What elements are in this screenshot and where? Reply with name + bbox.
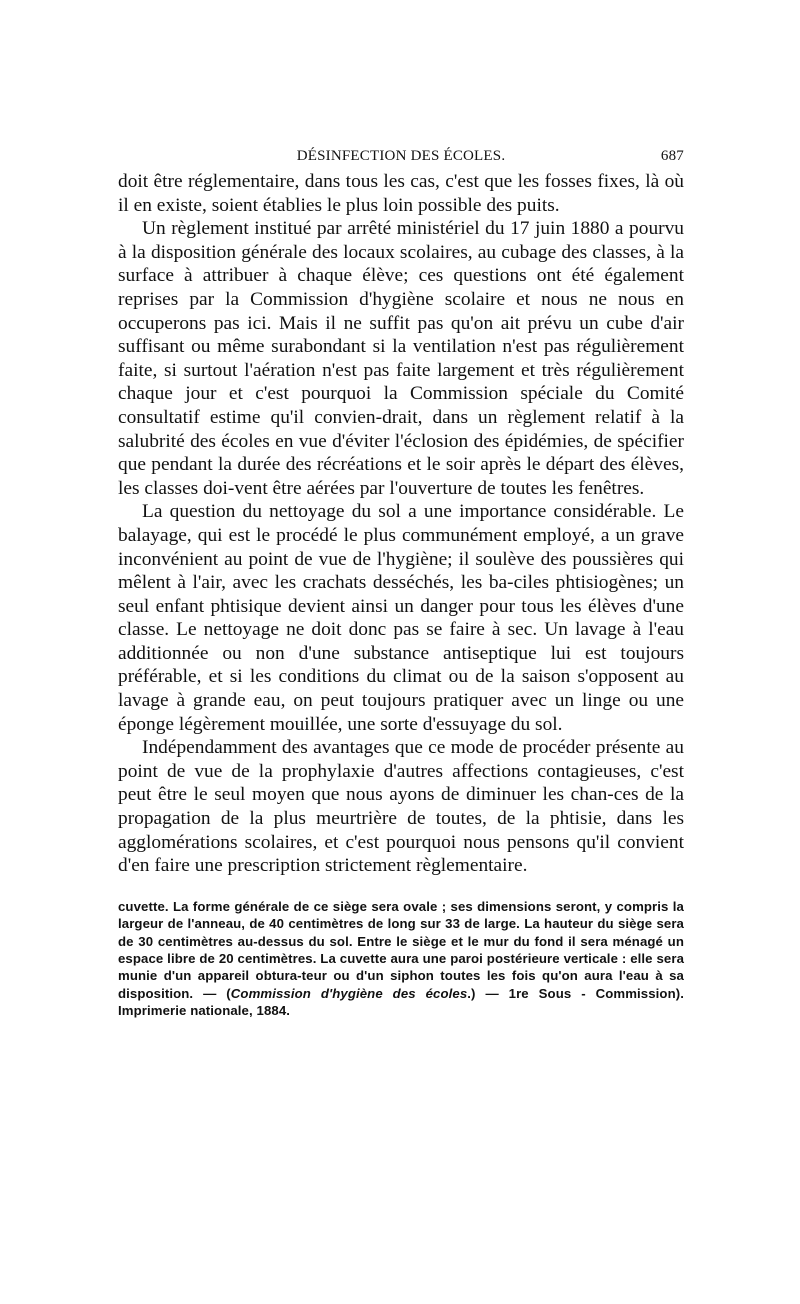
footnote-source-rest: .) — 1re Sous - Commission). Imprimerie nationale, 1884. bbox=[118, 985, 684, 1019]
footnote-source-title: Commission d'hygiène des écoles bbox=[230, 985, 468, 1001]
paragraph-reglement: Un règlement institué par arrêté ministériel du 17 juin 1880 a pourvu à la disposition générale des locaux scolaires, au cubage des classes, à la surface à attribuer à chaque élève; ces questions ont été également reprises par la Commission d'hygiène scolaire et nous ne nous en occuperons pas ici. Mais il ne suffit pas qu'on ait prévu un cube d'air suffisant ou même surabondant si la ventilation n'est pas régulièrement faite, si surtout l'aération n'est pas faite largement et très régulièrement chaque jour et c'est pourquoi la Commission spéciale du Comité consultatif estime qu'il convien-drait, dans un règlement relatif à la salubrité des écoles en vue d'éviter l'éclosion des épidémies, de spécifier que pendant la durée des récréations et le soir après le départ des élèves, les classes doi-vent être aérées par l'ouverture de toutes les fenêtres. bbox=[118, 218, 684, 499]
page-number: 687 bbox=[660, 148, 684, 164]
running-title: DÉSINFECTION DES ÉCOLES. bbox=[296, 148, 506, 164]
paragraph-nettoyage: La question du nettoyage du sol a une importance considérable. Le balayage, qui est le procédé le plus communément employé, a un grave inconvénient au point de vue de l'hygiène; il soulève des poussières qui mêlent à l'air, avec les crachats desséchés, les ba-ciles phtisiogènes; un seul enfant phtisique devient ainsi un danger pour tous les élèves d'une classe. Le nettoyage ne doit donc pas se faire à sec. Un lavage à l'eau additionnée ou non d'une substance antiseptique lui est toujours préférable, et si les conditions du climat ou de la saison s'opposent au lavage à grande eau, on peut toujours pratiquer avec un linge ou une éponge légèrement mouillée, une sorte d'essuyage du sol. bbox=[118, 501, 684, 735]
paragraph-prophylaxie: Indépendamment des avantages que ce mode de procéder présente au point de vue de la prophylaxie d'autres affections contagieuses, c'est peut être le seul moyen que nous ayons de diminuer les chan-ces de la propagation de la plus meurtrière de toutes, de la phtisie, dans les agglomérations scolaires, et c'est pourquoi nous pensons qu'il convient d'en faire une prescription strictement règlementaire. bbox=[118, 737, 684, 877]
paragraph-continuation: doit être réglementaire, dans tous les cas, c'est que les fosses fixes, là où il en existe, soient établies le plus loin possible des puits. bbox=[118, 171, 684, 216]
document-page bbox=[118, 146, 684, 1020]
footnote bbox=[118, 898, 684, 1020]
body-text bbox=[118, 170, 684, 878]
footnote-text: cuvette. La forme générale de ce siège sera ovale ; ses dimensions seront, y compris la largeur de l'anneau, de 40 centimètres de long sur 33 de large. La hauteur du siège sera de 30 centimètres au-dessus du sol. Entre le siège et le mur du fond il sera ménagé un espace libre de 20 centimètres. La cuvette aura une paroi postérieure verticale : elle sera munie d'un appareil obtura-teur ou d'un siphon toutes les fois qu'on aura l'eau à sa disposition. — ( bbox=[118, 898, 684, 1001]
running-header bbox=[118, 146, 684, 170]
